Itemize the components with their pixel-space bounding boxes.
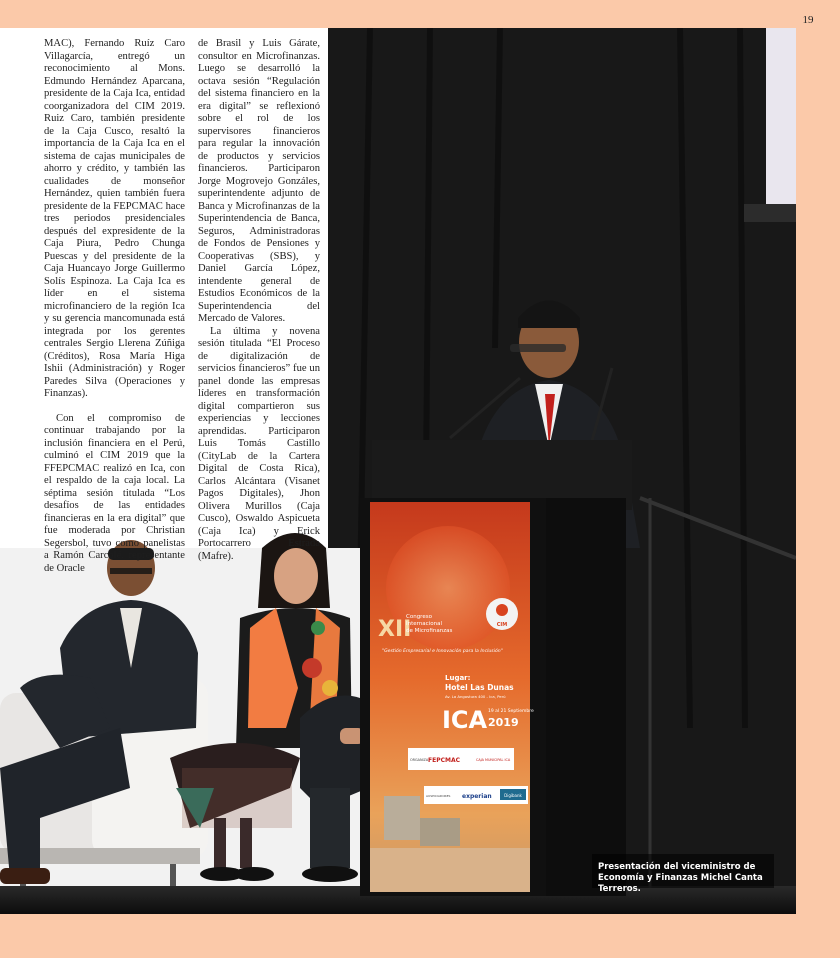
svg-text:AUSPICIADORES: AUSPICIADORES (426, 794, 451, 798)
sponsor-strip (424, 786, 528, 804)
svg-text:experian: experian (462, 793, 492, 800)
article-paragraph: de Brasil y Luis Gárate, consultor en Microfinanzas. Luego se desarrolló la octava sesión “Regulación del sistema financiero en la era digital” se reflexionó sobre el rol de los supervisores financieros para regular la innovación de productos y servicios financieros. Participaron Jorge Mogrovejo Gonzáles, superintendente adjunto de Banca y Microfinanzas de la Superintendencia de Banca, Seguros, Administradoras de Fondos de Pensiones y Cooperativas (SBS), y Daniel García López, intendente general de Estudios Económicos de la Superintendencia del Mercado de Valores. (198, 38, 320, 324)
svg-text:CAJA MUNICIPAL ICA: CAJA MUNICIPAL ICA (476, 758, 511, 762)
projection-screen (766, 28, 796, 204)
banner-theme: "Gestión Empresarial e Innovación para la Inclusión" (382, 649, 503, 654)
banner-event-line2: Internacional (406, 621, 442, 627)
svg-text:FEPCMAC: FEPCMAC (428, 757, 461, 764)
svg-text:Digibank: Digibank (504, 793, 522, 798)
article-column-1 (44, 38, 185, 575)
svg-text:CIM: CIM (496, 622, 508, 628)
organizer-strip (408, 748, 514, 770)
article-paragraph: Con el compromiso de continuar trabajando por la inclusión financiera en el Perú, culminó el CIM 2019 que la FFEPCMAC realizó en Ica, con el respaldo de la caja local. La séptima sesión titulada “Los desafíos de las entidades financieras en la era digital” que fue moderada por Christian Segersbol, tuvo como panelistas a Ramón Carcolé, representante de Oracle (44, 412, 185, 574)
article-paragraph: MAC), Fernando Ruíz Caro Villagarcía, entregó un reconocimiento al Mons. Edmundo Hernández Aparcana, presidente de la Caja Ica, entidad coorganizadora del CIM 2019. Ruiz Caro, también presidente de la Caja Cusco, resaltó la importancia de la Caja Ica en el sistema de cajas municipales de ahorro y crédito, y también las cualidades de monseñor Hernández, quien también fuera presidente de la FEPCMAC hace tres periodos presidenciales después del expresidente de la Caja Piura, Pedro Chunga Puescas y del presidente de la Caja Huancayo Jorge Guillermo Solís Espinoza. La Caja Ica es líder en el sistema microfinanciero de la región Ica y su gerencia mancomunada está integrada por los gerentes centrales Sergio Llerena Zúñiga (Créditos), Rosa María Higa Ishii (Administración) y Roger Paredes Silva (Operaciones y Finanzas). (44, 38, 185, 399)
banner-event-line3: de Microfinanzas (406, 628, 453, 634)
banner-edition: XII (378, 617, 412, 642)
svg-text:ORGANIZA: ORGANIZA (410, 758, 429, 762)
page-number: 19 (802, 14, 814, 26)
lectern (360, 440, 632, 896)
banner-address: Av. La Angostura 400 - Ica, Perú (445, 694, 506, 699)
cim-logo (486, 598, 518, 630)
banner-venue: Hotel Las Dunas (445, 683, 514, 692)
banner-event-line1: Congreso (406, 614, 432, 620)
banner-dates: 19 al 21 Septiembre (488, 709, 534, 714)
magazine-page (0, 28, 796, 914)
article-paragraph: La última y novena sesión titulada “El Proceso de digitalización de servicios financieros” fue un panel donde las empresas líderes en transformación digital compartieron sus experiencias y lecciones aprendidas. Participaron Luis Tomás Castillo (CityLab de la Cartera Digital de Costa Rica), Carlos Alcántara (Visanet Pagos Digitales), Jhon Olivera Murillos (Caja Cusco), Oswaldo Aspicueta (Caja Ica) y Erick Portocarrero Estrada (Mafre). (198, 325, 320, 562)
banner-venue-label: Lugar: (445, 674, 471, 682)
article-column-2 (198, 38, 320, 563)
banner-city: ICA (442, 706, 488, 734)
banner-year: 2019 (488, 716, 519, 729)
photo-caption: Presentación del viceministro de Economía y Finanzas Michel Canta Terreros. (598, 862, 763, 894)
